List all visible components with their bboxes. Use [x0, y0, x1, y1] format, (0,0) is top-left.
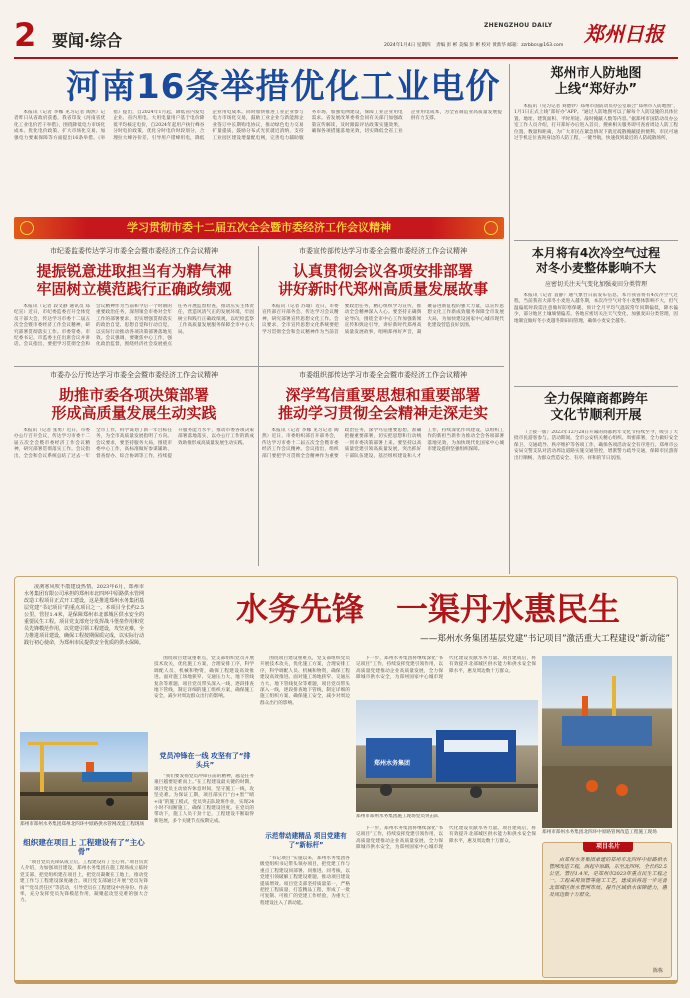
- machinery-illustration: [356, 700, 538, 812]
- paper-logo: 郑州日报: [584, 22, 664, 46]
- project-card-body: [549, 857, 667, 965]
- feature-intro-paragraph: 凌冽寒风吹不散建设热情。2023年6月，郑州市水务集团有限公司承担的郑州市北四环中原路供水管网改造工程项目正式开工建设，这是推进郑州水务集团基层党建“书记项目”的重点项目之一。本项目全长约2.5公里，管径1.4米，是保障郑州市北部城区供水安全的重要民生工程。项目党支部充分发挥战斗堡垒作用和党员先锋模范作用，以党建引领工程建设，攻坚克难，全力推进项目建设，确保工程按期保质完成，以实际行动践行初心使命，为郑州市民提供安全优质的供水保障。: [24, 584, 144, 646]
- right-divider-1: [514, 240, 678, 241]
- article-paragraph: 本报讯（记者 段文静 通讯员 郑纪宣）近日，市纪委监委召开全体党员干部大会，传达学习市委十二届五次全会暨市委经济工作会议精神，研究部署贯彻落实工作。市委常委、市纪委书记、市监委主任出席会议并讲话。会议指出，要把学习贯彻全会和会议精神作为当前和今后一个时期的重要政治任务，深刻领会市委对全年工作的部署要求，切实增强贯彻落实的政治自觉、思想自觉和行动自觉，以实际行动推动各项决策部署落地见效。会议强调，要聚焦中心工作，强化政治监督，围绕经济社会发展重点任务开展监督检查，推动压实主体责任，营造风清气正的发展环境，牢固树立和践行正确政绩观，以纪检监察工作高质量发展服务保障全市中心大局。: [14, 304, 254, 348]
- article-title-line2: 形成高质量发展生动实践: [51, 404, 217, 422]
- article-paragraph: 本报讯（记者 苏瑜）近日，市委宣传部召开部务会、传达学习会议精神，研究部署宣传思想文化工作。会议要求，全市宣传思想文化系统要把学习贯彻全会和会议精神作为当前首要政治任务，精心组织学习宣传，推动全会精神深入人心。要坚持正确舆论导向，围绕全市中心工作加强新闻宣传和舆论引导，讲好新时代郑州高质量发展故事，唱响郑州好声音，凝聚奋进新征程的强大力量，以宣传思想文化工作新成效服务保障全市发展大局，为加快建设国家中心城市现代化建设营造良好氛围。: [262, 304, 504, 335]
- feature-frame-bottom-bar: [14, 980, 678, 984]
- right-paragraph: （上接一版）2023年12月28日开幕的商都跨年文化节持续至今，吸引了大批市民游客参与。活动期间，全市公安机关精心组织、周密部署，全力做好安全保卫、交通疏导、秩序维护等各项工作，确保各项活动安全有序进行。郑州市公安局交警支队对活动周边道路实施交通管控，增派警力疏导交通，保障市民游客出行顺畅，为群众营造安全、有序、祥和的节日氛围。: [514, 430, 678, 461]
- banner-text: 学习贯彻市委十二届五次全会暨市委经济工作会议精神: [127, 221, 391, 234]
- feature-intro-box: [20, 580, 148, 730]
- article-general-office: [14, 370, 254, 566]
- banner-ornament-right: [484, 221, 498, 235]
- lead-paragraph: 本报讯（记者 李娜 见习记者 陶然）记者昨日从省政府获悉，我省印发《河南省优化工业电价若干举措》，围绕降低电力市场化成本、优化电价政策、扩大市场化交易、加强电力要素保障等方面提出16条举措。《举措》提出，自2024年1月起，降低省内发电企业、省内用电、大用电量用户基于电价降低平均核定电价，自2024年起用户执行峰谷分时电价政策，优化分时电价时段划分，合理拉大峰谷价差，引导用户错峰用电，降低企业用电成本。同时加快推进工业企业参与电力市场化交易，鼓励工业企业与新能源企业签订中长期购电协议，推动绿色电力交易扩量提质，鼓励分布式光伏就近消纳，支持工业园区建设增量配电网，完善电力辅助服务市场，加强电网建设，保障工业企业用电需求。省发展改革委将会同有关部门加强政策宣传解读，及时跟踪评估政策实施效果，确保各项措施落地见效，切实降低全省工业企业用电成本，为全省制造业高质量发展提供有力支撑。: [14, 110, 502, 141]
- project-card: [542, 842, 672, 978]
- photo-2-caption: 郑州市郑州水务集团施工现场党员突击队: [356, 814, 439, 819]
- right-subtitle: 应密切关注天气变化加强麦田分类管理: [544, 281, 647, 288]
- right-title-line1: 本月将有4次冷空气过程: [531, 246, 661, 260]
- feature-col-2: [154, 656, 254, 748]
- feature-sub-3: 示范带动建精品 项目党建有了“新标杆”: [265, 832, 347, 849]
- date-line: [384, 42, 614, 48]
- article-kicker: 市委宣传部传达学习市委全会暨市委经济工作会议精神: [299, 247, 467, 255]
- feature-col-1-paragraph: “项目党员先锋队成立后，工程建设有了主心骨。”项目负责人介绍，为加强项目建设，郑州水务集团在施工现场成立临时党支部，把党组织建在项目上，把党员凝聚在工地上，推动党建工作与工程建设深度融合。项目党支部通过开展“党员先锋岗”“党员责任区”等活动，引导党员在工程建设中亮身份、作表率，充分发挥党员先锋模范作用，凝聚起攻坚克难的强大合力。: [20, 860, 148, 904]
- feature-col-3: [154, 774, 254, 976]
- article-organization-dept: [262, 370, 504, 566]
- article-body: [14, 428, 254, 562]
- feature-col-2b-paragraph: 围绕项目建设重难点，党支部组织党员开展技术攻关，优化施工方案，合理安排工序，科学调配人员、机械和物资，确保工程建设高效推进。面对施工场地狭窄、交通压力大、地下管线复杂等难题，项目党员带头深入一线，逐段排查地下管线，制定详细的施工组织方案，确保施工安全，减少对周边群众出行的影响。: [260, 656, 350, 706]
- article-paragraph: 本报讯（记者 李娜 见习记者 陶然）近日，市委组织部召开部务会，传达学习市委十二届五次全会暨市委经济工作会议精神。会议指出，组织部门要把学习贯彻全会精神作为重要政治任务，深学笃信重要思想，准确把握重要部署，切实把思想和行动统一到市委决策部署上来。要坚持以高质量党建引领高质量发展，突出抓好干部队伍建设、基层组织建设和人才工作，持续深化作风建设，以组织工作的新担当新作为推动全会各项部署落地见效，为加快现代化国家中心城市建设提供坚强组织保障。: [262, 428, 504, 459]
- theme-banner: [14, 217, 504, 239]
- right-divider-2: [514, 386, 678, 387]
- article-body: [262, 428, 504, 562]
- project-card-title: 项目名片: [583, 842, 633, 852]
- article-divider-horizontal: [14, 366, 504, 367]
- right-title-line2: 文化节顺利开展: [550, 408, 642, 423]
- feature-photo-machinery: [356, 700, 538, 812]
- article-title-line1: 深学笃信重要思想和重要部署: [285, 386, 481, 404]
- right-body: [514, 430, 678, 566]
- article-paragraph: 本报讯（记者 张勇）近日，市委办公厅召开会议，传达学习市委十二届五次全会暨市委经济工作会议精神，研究部署贯彻落实工作。会议指出，全会和会议系统总结了过去一年全市工作，科学谋划了新一年目标任务，为全市高质量发展指明了方向。会议要求，要坚持服务大局，围绕市委中心工作，高标准做好参谋辅助、督查督办、综合协调等工作，持续提升服务能力水平，推动市委各项决策部署落地落实，以办公厅工作的新成效助推形成高质量发展生动实践。: [14, 428, 254, 459]
- article-title-line1: 认真贯彻会议各项安排部署: [292, 262, 473, 280]
- feature-col-6-paragraph: 下一步，郑州水务集团将继续深化“书记项目”工作，持续发挥党建引领作用，以高质量党建推动企业高质量发展，全力保障城市供水安全，为郑州国家中心城市现代化建设贡献水务力量。项目建成后，将有效提升北部城区供水能力和供水安全保障水平，惠及周边数十万群众。: [356, 826, 536, 851]
- feature-intro: [24, 584, 144, 726]
- article-kicker: 市纪委监委传达学习市委全会暨市委经济工作会议精神: [50, 247, 218, 255]
- paper-english-name: ZHENGZHOU DAILY: [484, 22, 553, 29]
- feature-col-4-paragraph: “书记项目”实施以来，郑州水务集团各级党组织书记带头领办项目，把党建工作与重点工程建设同部署、同推进、同考核，以党建引领破解工程建设难题，推动项目建设提质增效。项目党支部坚持质量第一，严格把控工程质量，打造精品工程，形成了一批可复制、可推广的党建工作经验，为重大工程建设注入了新动能。: [260, 856, 350, 906]
- right-title-line1: 全力保障商都跨年: [543, 392, 648, 407]
- right-article-civil-defense: [514, 66, 678, 246]
- right-article-cold-air: [514, 246, 678, 386]
- project-card-footer: 陈栋: [652, 968, 663, 974]
- right-title-line1: 郑州市人防地图: [550, 66, 642, 81]
- article-publicity-dept: [262, 246, 504, 366]
- feature-col-3-paragraph: “我们要发扬党员冲锋在前的精神，越是任务艰巨越要迎难而上。”在工程建设最关键的时期，项目党员主动放弃休息时间，坚守施工一线，攻坚克难。为保证工期，项目部实行“白+黑”“晴+雨”的施工模式，党员突击队轮班作业，实现24小时不间断施工，确保工程建设进度。在党员的带动下，施工人员干劲十足，工程建设不断取得新进展，多个关键节点按期完成。: [154, 774, 254, 824]
- right-title-line2: 对冬小麦整体影响不大: [535, 261, 656, 275]
- feature-col-5: [356, 656, 536, 700]
- right-body: [514, 104, 678, 238]
- right-body: [514, 293, 678, 385]
- right-article-festival: [514, 392, 678, 570]
- lead-headline: 河南16条举措优化工业电价: [66, 67, 501, 107]
- feature-headline: 水务先锋 一渠丹水惠民生: [236, 590, 621, 628]
- article-body: [262, 304, 504, 362]
- feature-sub-2: 党员冲锋在一线 攻坚有了“排头兵”: [159, 752, 251, 769]
- crane-illustration: [20, 732, 148, 820]
- feature-col-6: [356, 826, 536, 976]
- section-title: 要闻·综合: [52, 31, 123, 50]
- feature-sub-1: 组织建在项目上 工程建设有了“主心骨”: [23, 838, 145, 856]
- feature-col-4: [260, 856, 350, 976]
- masthead-rule: [14, 57, 678, 59]
- feature-col-1: [20, 860, 148, 976]
- article-divider-vertical: [258, 246, 259, 566]
- machine-badge: 郑州水务集团: [374, 760, 411, 767]
- right-paragraph: 本报讯（记者 袁静）通气象台日前发布信息，本月我省将有4次冷空气过程，当前我省大部冬小麦进入越冬期，本次冷空气对冬小麦整体影响不大，但气温偏低时段需注意做好防寒保暖。预计全月平均气温较常年同期偏低，降水偏少，部分地区土壤墒情偏差。各地应密切关注天气变化，加强麦田分类管理，因地制宜做好冬小麦越冬期田间管理，确保小麦安全越冬。: [514, 293, 678, 324]
- right-title-line2: 上线“郑好办”: [554, 82, 638, 97]
- project-card-paragraph: 由郑州水务集团承建的郑州市北四环中原路供水管网改造工程，西起中原路，东至北四环，全长约2.5公里，管径1.4米，是郑州市2023年重点民生工程之一。工程采用顶管等施工工艺，建成后将进一步完善北部城区供水管网布局，提升区域供水保障能力，惠及周边数十万群众。: [549, 857, 667, 898]
- article-title-line2: 讲好新时代郑州高质量发展故事: [277, 280, 488, 298]
- feature-col-5-paragraph: 下一步，郑州水务集团将继续深化“书记项目”工作，持续发挥党建引领作用，以高质量党建推动企业高质量发展，全力保障城市供水安全，为郑州国家中心城市现代化建设贡献水务力量。项目建成后，将有效提升北部城区供水能力和供水安全保障水平，惠及周边数十万群众。: [356, 656, 536, 681]
- masthead: [14, 18, 678, 56]
- article-title-line2: 推动学习贯彻全会精神走深走实: [277, 404, 488, 422]
- editor-credits: 责编 彭 彬 美编 彭 彬 校对 黄新华 邮箱：zzrbbcs@163.com: [436, 43, 564, 48]
- photo-3-caption: 郑州市郑州水务集团北四环中原路管网改造工程施工现场: [542, 830, 657, 835]
- feature-photo-site: [542, 656, 672, 828]
- page-number: 2: [14, 16, 37, 54]
- feature-col-2b: [260, 656, 350, 832]
- feature-subhead: ——郑州水务集团基层党建“书记项目”激活重大工程建设“新动能”: [420, 634, 670, 644]
- article-title-line1: 助推市委各项决策部署: [58, 386, 209, 404]
- site-illustration: [542, 656, 672, 828]
- article-kicker: 市委组织部传达学习市委全会暨市委经济工作会议精神: [299, 371, 467, 379]
- article-kicker: 市委办公厅传达学习市委全会暨市委经济工作会议精神: [50, 371, 218, 379]
- issue-date: 2024年1月4日 星期四: [384, 43, 431, 48]
- photo-1-caption: 郑州市郑州水务集团郑州北四环中原路供水管网改造工程现场: [20, 822, 145, 827]
- article-title-line2: 牢固树立模范践行正确政绩观: [36, 280, 232, 298]
- article-discipline-commission: [14, 246, 254, 366]
- lead-column-divider: [509, 64, 510, 574]
- lead-body: [14, 110, 502, 214]
- feature-photo-construction: [20, 732, 148, 820]
- feature-col-2-paragraph: 围绕项目建设重难点，党支部组织党员开展技术攻关，优化施工方案，合理安排工序，科学调配人员、机械和物资，确保工程建设高效推进。面对施工场地狭窄、交通压力大、地下管线复杂等难题，项目党员带头深入一线，逐段排查地下管线，制定详细的施工组织方案，确保施工安全，减少对周边群众出行的影响。: [154, 656, 254, 700]
- right-paragraph: 本报讯（见习记者 刘德钞）郑州市国防动员办公室联合“郑州市人防地图”，1月1日正式上线“郑好办”APP。“通过人防地图可以了解每个人防设施的具体位置、地址、建筑面积、平时用途、战时掩蔽人数等内容。”据郑州市国防动员办公室工作人员介绍，打开郑好办后进入首页，搜索相关服务即可查看周边人防工程位置、数量和距离，为广大市民在紧急情况下就近疏散掩蔽提供便利。市民可通过手机定位查询身边的人防工程，一键导航，快速找到最近的人防疏散场所。: [514, 104, 678, 142]
- article-body: [14, 304, 254, 362]
- article-title-line1: 提振锐意进取担当有为精气神: [36, 262, 232, 280]
